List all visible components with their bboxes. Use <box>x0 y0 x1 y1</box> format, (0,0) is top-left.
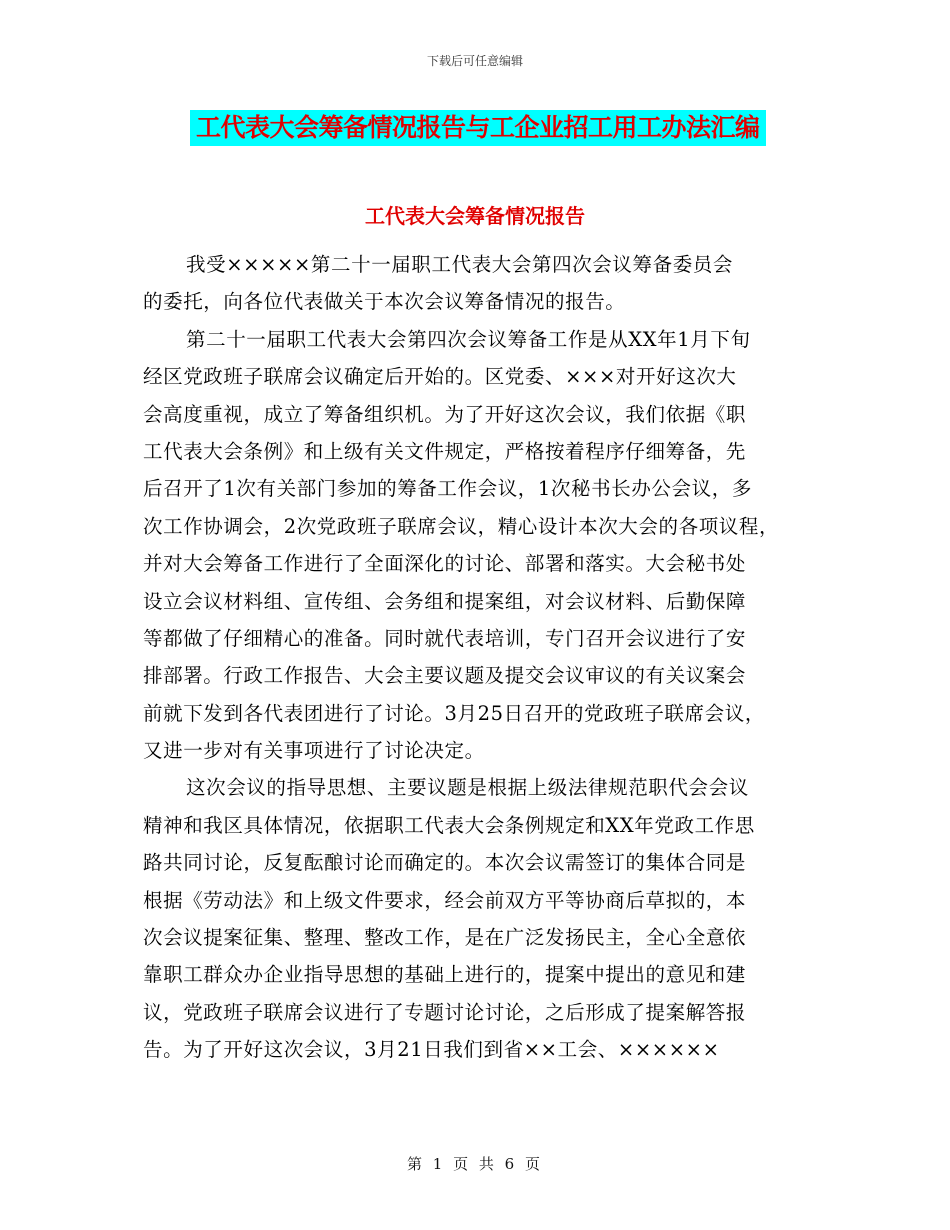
text-line: 告。为了开好这次会议，3月21日我们到省××工会、×××××× <box>143 1038 720 1062</box>
text-line: 精神和我区具体情况，依据职工代表大会条例规定和XX年党政工作思 <box>143 813 755 837</box>
text-line: 会高度重视，成立了筹备组织机。为了开好这次会议，我们依据《职 <box>143 402 747 426</box>
text-line: 后召开了1次有关部门参加的筹备工作会议，1次秘书长办公会议，多 <box>143 477 752 501</box>
text-line: 议，党政班子联席会议进行了专题讨论讨论，之后形成了提案解答报 <box>143 1000 747 1024</box>
main-title: 工代表大会筹备情况报告与工企业招工用工办法汇编 <box>196 113 760 142</box>
text-line: 根据《劳动法》和上级文件要求，经会前双方平等协商后草拟的，本 <box>143 888 747 912</box>
text-line: 设立会议材料组、宣传组、会务组和提案组，对会议材料、后勤保障 <box>143 589 747 613</box>
text-line: 路共同讨论，反复酝酿讨论而确定的。本次会议需签订的集体合同是 <box>143 851 747 875</box>
text-line: 经区党政班子联席会议确定后开始的。区党委、×××对开好这次大 <box>143 365 737 389</box>
text-line: 工代表大会条例》和上级有关文件规定，严格按着程序仔细筹备，先 <box>143 439 747 463</box>
text-line: 并对大会筹备工作进行了全面深化的讨论、部署和落实。大会秘书处 <box>143 552 747 576</box>
section-title: 工代表大会筹备情况报告 <box>365 204 585 228</box>
text-line: 等都做了仔细精心的准备。同时就代表培训，专门召开会议进行了安 <box>143 626 747 650</box>
text-line: 的委托，向各位代表做关于本次会议筹备情况的报告。 <box>143 290 626 314</box>
body-text <box>143 246 808 1069</box>
text-line: 前就下发到各代表团进行了讨论。3月25日召开的党政班子联席会议， <box>143 701 765 725</box>
text-line: 第二十一届职工代表大会第四次会议筹备工作是从XX年1月下旬 <box>186 327 751 351</box>
text-line: 靠职工群众办企业指导思想的基础上进行的，提案中提出的意见和建 <box>143 963 747 987</box>
text-line: 我受×××××第二十一届职工代表大会第四次会议筹备委员会 <box>186 253 733 276</box>
text-line: 次会议提案征集、整理、整改工作，是在广泛发扬民主，全心全意依 <box>143 926 747 950</box>
text-line: 又进一步对有关事项进行了讨论决定。 <box>143 739 485 763</box>
main-title-highlight <box>190 110 766 146</box>
page-number-footer: 第 1 页 共 6 页 <box>407 1155 543 1173</box>
header-note: 下载后可任意编辑 <box>426 54 523 68</box>
text-line: 次工作协调会，2次党政班子联席会议，精心设计本次大会的各项议程， <box>143 514 780 538</box>
text-line: 这次会议的指导思想、主要议题是根据上级法律规范职代会会议 <box>186 776 749 800</box>
text-line: 排部署。行政工作报告、大会主要议题及提交会议审议的有关议案会 <box>143 664 747 688</box>
